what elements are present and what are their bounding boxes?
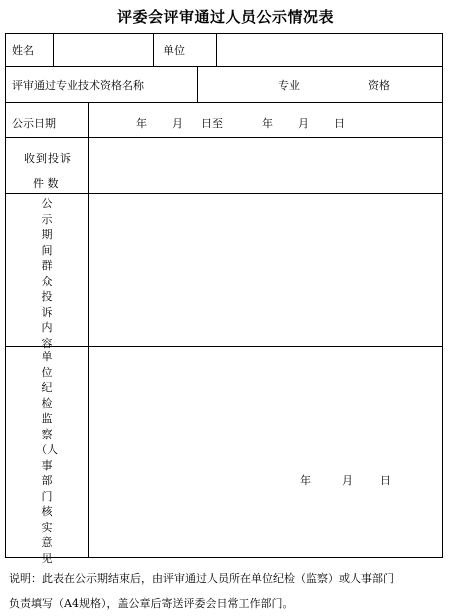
date-day-2: 日 bbox=[334, 117, 345, 130]
date-day-to: 日至 bbox=[201, 117, 223, 130]
table-border-right bbox=[442, 33, 443, 558]
verification-opinion-label: 单 位 纪 检 监 察 （人 事 部 门 核 实 意 见 bbox=[36, 350, 58, 565]
publicity-date-label: 公示日期 bbox=[12, 117, 56, 130]
date-month-1: 月 bbox=[172, 117, 183, 130]
page-title: 评委会评审通过人员公示情况表 bbox=[116, 8, 334, 26]
qualification-label: 资格 bbox=[368, 79, 390, 92]
qualification-name-label: 评审通过专业技术资格名称 bbox=[12, 79, 144, 92]
table-rule-bottom bbox=[5, 557, 443, 558]
opinion-day: 日 bbox=[380, 474, 391, 487]
row2-divider bbox=[197, 66, 198, 103]
table-border-left bbox=[5, 33, 6, 558]
complaint-content-label: 公 示 期 间 群 众 投 诉 内 容 bbox=[41, 197, 53, 350]
table-rule-4 bbox=[5, 193, 443, 194]
unit-label: 单位 bbox=[163, 44, 185, 57]
row1-divider-c bbox=[216, 33, 217, 67]
label-column-divider bbox=[88, 102, 89, 558]
opinion-year: 年 bbox=[300, 474, 311, 487]
table-rule-top bbox=[5, 33, 443, 34]
table-rule-3 bbox=[5, 137, 443, 138]
note-line-2: 负责填写（A4规格），盖公章后寄送评委会日常工作部门。 bbox=[9, 597, 294, 610]
date-month-2: 月 bbox=[298, 117, 309, 130]
table-rule-2 bbox=[5, 102, 443, 103]
major-label: 专业 bbox=[278, 79, 300, 92]
complaint-count-label-line1: 收到投诉 bbox=[24, 152, 72, 165]
row1-divider-a bbox=[53, 33, 54, 67]
opinion-month: 月 bbox=[342, 474, 353, 487]
name-label: 姓名 bbox=[12, 44, 34, 57]
row1-divider-b bbox=[153, 33, 154, 67]
note-line-1: 说明：此表在公示期结束后，由评审通过人员所在单位纪检（监察）或人事部门 bbox=[9, 572, 394, 585]
table-rule-5 bbox=[5, 346, 443, 347]
table-rule-1 bbox=[5, 66, 443, 67]
date-year-2: 年 bbox=[262, 117, 273, 130]
date-year-1: 年 bbox=[136, 117, 147, 130]
complaint-count-label-line2: 件 数 bbox=[33, 177, 59, 190]
